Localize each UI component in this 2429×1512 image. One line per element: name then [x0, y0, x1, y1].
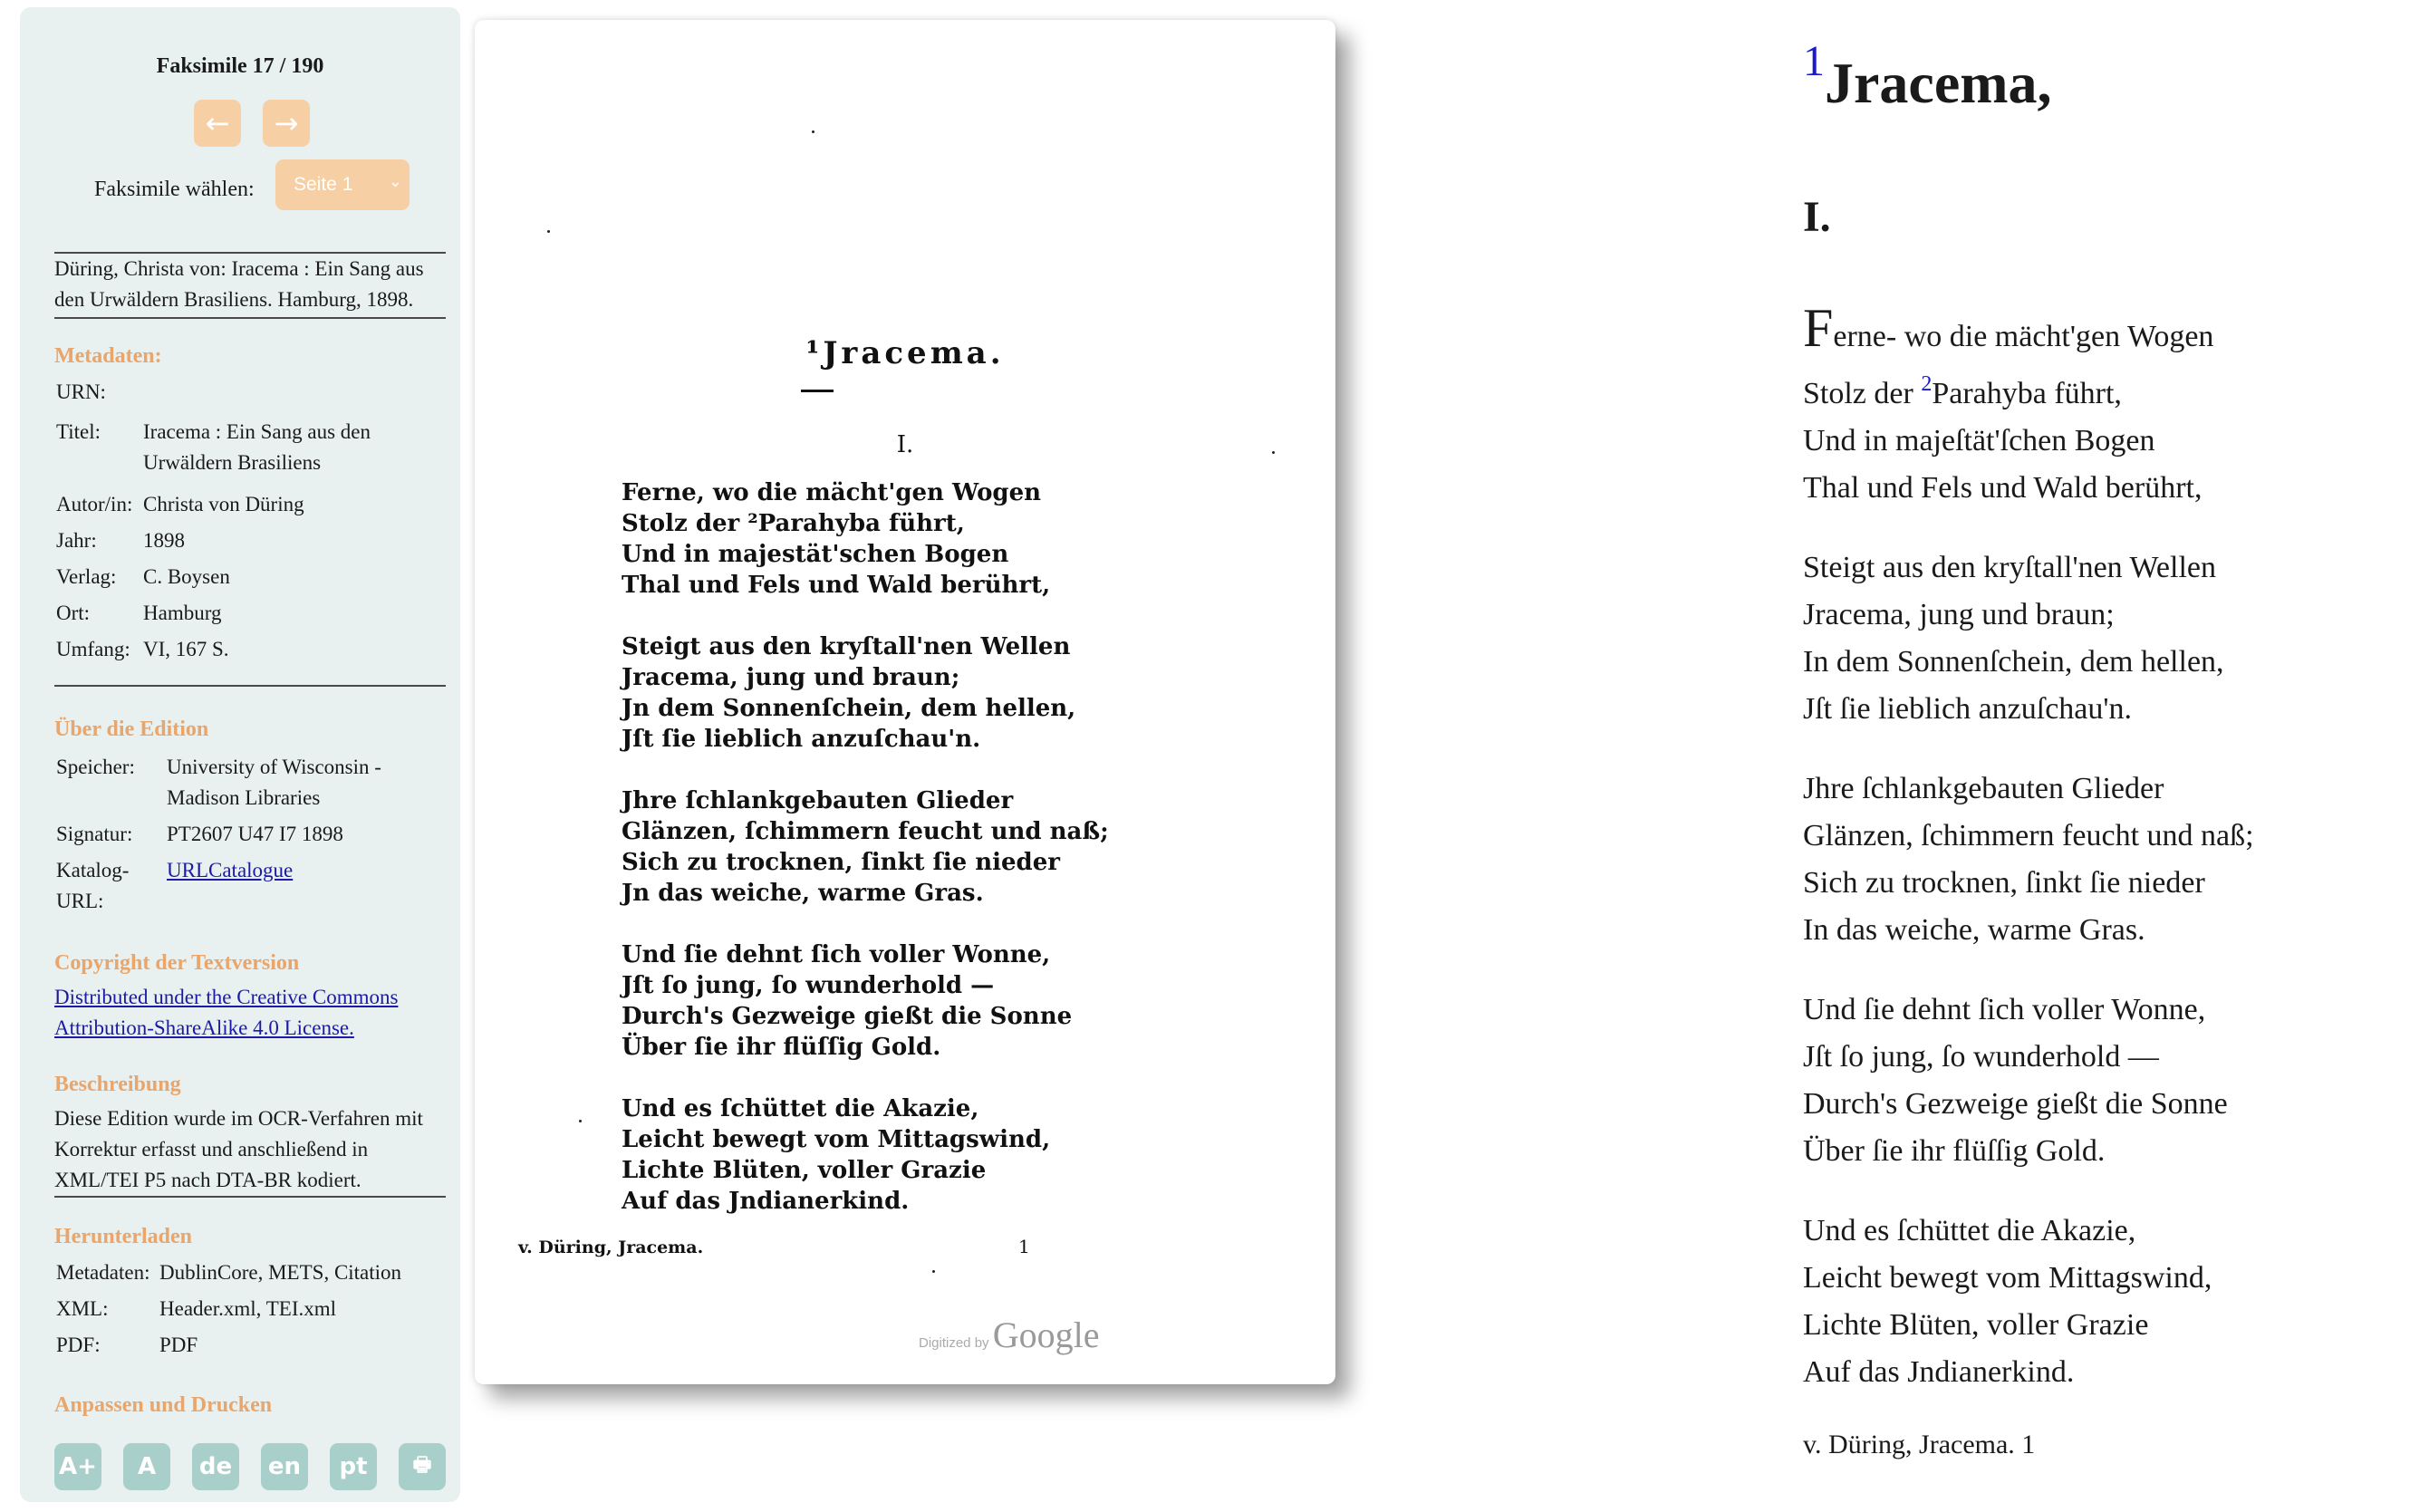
facsimile-poem	[622, 477, 1109, 1247]
facsimile-line: Jn dem Sonnenſchein, dem hellen,	[622, 695, 1076, 722]
facsimile-line: Sich zu trocknen, ſinkt ſie nieder	[622, 849, 1060, 876]
download-key: PDF:	[56, 1334, 101, 1356]
facsimile-line: Jſt ſo jung, ſo wunderhold —	[622, 972, 995, 999]
stanza	[1803, 987, 2254, 1175]
google-logo: Google	[992, 1315, 1100, 1355]
facsimile-line: Stolz der ²Parahyba führt,	[622, 510, 965, 537]
footnote-marker[interactable]: 1	[1803, 37, 1825, 85]
metadata-value: Christa von Düring	[143, 493, 304, 515]
language-en-button[interactable]: en	[261, 1443, 308, 1490]
description-text: Diese Edition wurde im OCR-Verfahren mit Korrektur erfasst und anschließend in XML/TEI P5 nach DTA-BR kodiert.	[54, 1107, 423, 1191]
stanza	[1803, 544, 2254, 733]
facsimile-page-mark: 1	[1018, 1236, 1030, 1257]
font-reset-button[interactable]: A	[123, 1443, 170, 1490]
metadata-key: Verlag:	[56, 565, 117, 588]
chevron-down-icon: ⌄	[388, 172, 402, 190]
customize-heading: Anpassen und Drucken	[54, 1393, 273, 1417]
digitized-by-watermark	[919, 1314, 1099, 1356]
metadata-key: URN:	[56, 380, 106, 403]
verse-line: Und es ſchüttet die Akazie,	[1803, 1214, 2136, 1247]
verse-line: Jhre ſchlankgebauten Glieder	[1803, 772, 2164, 805]
facsimile-stanza	[622, 939, 1109, 1063]
copyright-heading: Copyright der Textversion	[54, 951, 300, 975]
page-signature: v. Düring, Jracema. 1	[1803, 1430, 2036, 1459]
print-button[interactable]	[399, 1443, 446, 1490]
facsimile-line: Leicht bewegt vom Mittagswind,	[622, 1126, 1051, 1153]
verse-line: Durch's Gezweige gießt die Sonne	[1803, 1087, 2228, 1121]
arrow-left-icon: ←	[205, 106, 230, 140]
stanza	[1803, 1208, 2254, 1396]
edition-key: Signatur:	[56, 823, 133, 845]
facsimile-numeral: I.	[896, 431, 914, 458]
catalog-url-link[interactable]: URLCatalogue	[167, 859, 294, 881]
stanza	[1803, 766, 2254, 954]
initial-letter: F	[1803, 298, 1834, 358]
metadata-value: C. Boysen	[143, 565, 230, 588]
citation: Düring, Christa von: Iracema : Ein Sang aus den Urwäldern Brasiliens. Hamburg, 1898.	[54, 257, 424, 311]
font-increase-button[interactable]: A+	[54, 1443, 101, 1490]
facsimile-line: Glänzen, ſchimmern feucht und naß;	[622, 818, 1109, 845]
verse-line: Sich zu trocknen, ſinkt ſie nieder	[1803, 866, 2205, 900]
facsimile-line: Thal und Fels und Wald berührt,	[622, 572, 1051, 599]
metadata-value: VI, 167 S.	[143, 638, 229, 660]
metadata-key: Ort:	[56, 602, 91, 624]
download-key: Metadaten:	[56, 1261, 150, 1284]
verse-line-text: erne- wo die mächt'gen Wogen	[1833, 320, 2214, 353]
scan-speck	[812, 130, 814, 133]
facsimile-line: Und es ſchüttet die Akazie,	[622, 1095, 979, 1122]
digitized-label: Digitized by	[919, 1335, 989, 1351]
facsimile-counter: Faksimile 17 / 190	[156, 54, 324, 78]
facsimile-stanza	[622, 477, 1109, 601]
poem-title	[1803, 36, 2052, 117]
poem-text	[1803, 298, 2254, 1429]
facsimile-line: Steigt aus den kryſtall'nen Wellen	[622, 633, 1071, 660]
metadata-value: Iracema : Ein Sang aus den Urwäldern Brasiliens	[143, 420, 371, 474]
next-facsimile-button[interactable]	[263, 100, 310, 147]
facsimile-select[interactable]	[275, 159, 410, 210]
verse-line: Leicht bewegt vom Mittagswind,	[1803, 1261, 2212, 1295]
metadata-key: Jahr:	[56, 529, 97, 552]
footnote-marker[interactable]: 2	[1921, 372, 1933, 396]
facsimile-line: Über ſie ihr flüſſig Gold.	[622, 1034, 941, 1061]
edition-heading: Über die Edition	[54, 717, 209, 741]
facsimile-stanza	[622, 1093, 1109, 1217]
facsimile-title-rule	[801, 390, 834, 392]
scan-speck	[547, 230, 550, 233]
metadata-value: 1898	[143, 529, 185, 552]
divider	[54, 1196, 446, 1198]
download-heading: Herunterladen	[54, 1225, 192, 1248]
poem-title-text: Jracema,	[1825, 51, 2052, 115]
facsimile-line: Lichte Blüten, voller Grazie	[622, 1157, 987, 1184]
facsimile-line: Jn das weiche, warme Gras.	[622, 880, 984, 907]
verse-line: In dem Sonnenſchein, dem hellen,	[1803, 645, 2224, 679]
metadata-key: Titel:	[56, 420, 101, 443]
download-pdf-link[interactable]: PDF	[159, 1334, 198, 1356]
divider	[54, 317, 446, 319]
edition-value: University of Wisconsin - Madison Libraries	[167, 756, 381, 809]
language-de-button[interactable]: de	[192, 1443, 239, 1490]
previous-facsimile-button[interactable]	[194, 100, 241, 147]
verse-line	[1803, 361, 2254, 418]
download-key: XML:	[56, 1297, 109, 1320]
facsimile-signature: v. Düring, Jracema.	[518, 1238, 704, 1257]
verse-line: Glänzen, ſchimmern feucht und naß;	[1803, 819, 2254, 852]
verse-line: Steigt aus den kryſtall'nen Wellen	[1803, 551, 2216, 584]
facsimile-line: Jhre ſchlankgebauten Glieder	[622, 787, 1014, 814]
verse-line-text: Parahyba führt,	[1932, 377, 2122, 410]
edition-key: Speicher:	[56, 756, 135, 778]
verse-line: Auf das Jndianerkind.	[1803, 1355, 2075, 1389]
verse-line: Und ſie dehnt ſich voller Wonne,	[1803, 993, 2206, 1026]
metadata-value: Hamburg	[143, 602, 222, 624]
facsimile-line: Und in majestät'schen Bogen	[622, 541, 1009, 568]
edition-value: PT2607 U47 I7 1898	[167, 823, 343, 845]
canto-numeral: I.	[1803, 193, 1831, 241]
metadata-key: Umfang:	[56, 638, 130, 660]
verse-line: Thal und Fels und Wald berührt,	[1803, 471, 2202, 505]
scan-speck	[579, 1120, 582, 1122]
verse-line: Jſt ſo jung, ſo wunderhold —	[1803, 1040, 2159, 1074]
verse-line-text: Stolz der	[1803, 377, 1913, 410]
facsimile-stanza	[622, 785, 1109, 909]
facsimile-page	[475, 20, 1335, 1384]
facsimile-line: Durch's Gezweige gießt die Sonne	[622, 1003, 1073, 1030]
facsimile-title: ¹Jracema.	[805, 335, 1005, 371]
scan-speck	[932, 1270, 935, 1273]
verse-line	[1803, 298, 2254, 361]
verse-line: In das weiche, warme Gras.	[1803, 913, 2145, 947]
facsimile-line: Jſt ſie lieblich anzuſchau'n.	[622, 726, 981, 753]
stanza	[1803, 298, 2254, 512]
arrow-right-icon: →	[274, 106, 299, 140]
edition-key: Katalog-URL:	[56, 859, 130, 912]
facsimile-line: Ferne, wo die mächt'gen Wogen	[622, 479, 1042, 506]
sidebar	[20, 7, 460, 1502]
verse-line: Jracema, jung und braun;	[1803, 598, 2115, 631]
metadata-key: Autor/in:	[56, 493, 133, 515]
facsimile-stanza	[622, 631, 1109, 755]
description-heading: Beschreibung	[54, 1073, 181, 1096]
scan-speck	[1272, 451, 1275, 454]
print-icon: 🖶	[412, 1454, 432, 1477]
verse-line: Und in majeſtät'ſchen Bogen	[1803, 424, 2155, 457]
download-xml-links[interactable]: Header.xml, TEI.xml	[159, 1297, 337, 1320]
facsimile-line: Jracema, jung und braun;	[622, 664, 960, 691]
language-pt-button[interactable]: pt	[330, 1443, 377, 1490]
verse-line: Lichte Blüten, voller Grazie	[1803, 1308, 2149, 1342]
facsimile-select-value: Seite 1	[294, 174, 353, 195]
metadata-heading: Metadaten:	[54, 344, 162, 368]
facsimile-line: Auf das Jndianerkind.	[622, 1188, 910, 1215]
facsimile-line: Und ſie dehnt ſich voller Wonne,	[622, 941, 1051, 968]
verse-line: Über ſie ihr flüſſig Gold.	[1803, 1134, 2106, 1168]
license-link[interactable]: Distributed under the Creative Commons Attribution-ShareAlike 4.0 License.	[54, 986, 399, 1039]
divider	[54, 685, 446, 687]
download-metadata-links[interactable]: DublinCore, METS, Citation	[159, 1261, 402, 1284]
verse-line: Jſt ſie lieblich anzuſchau'n.	[1803, 692, 2133, 726]
facsimile-select-label: Faksimile wählen:	[94, 178, 255, 201]
